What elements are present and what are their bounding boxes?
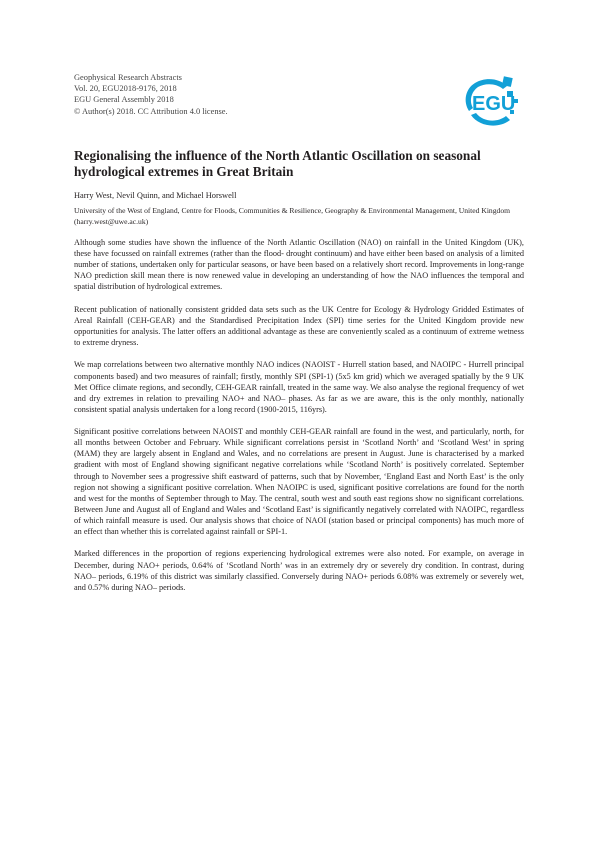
journal-name: Geophysical Research Abstracts	[74, 73, 182, 82]
paragraph: Although some studies have shown the influence of the North Atlantic Oscillation (NAO) on rainfall in the United Kingdom (UK), these have focussed on rainfall extremes (rather than the flood- drought continuum) and have either been based on analysis of a limited number of stations, undertaken only for particular seasons, or have been based on a relatively short record. Improvements in long-range NAO prediction skill mean there is now renewed value in developing an understanding of how the NAO influences the temporal and spatial distribution of hydrological extremes.	[74, 238, 524, 292]
affiliation: University of the West of England, Centre for Floods, Communities & Resilience, Geography & Environmental Management, United Kingdom (harry.west@uwe.ac.uk)	[74, 206, 511, 226]
paragraph: Marked differences in the proportion of regions experiencing hydrological extremes were also noted. For example, on average in December, during NAO+ periods, 0.64% of ‘Scotland North’ was in an extremely dry or severely dry condition. In contrast, during NAO– periods, 6.19% of this district was similarly classified. Conversely during NAO+ periods 6.08% was extremely or severely wet, and 0.57% during NAO– periods.	[74, 549, 524, 592]
paragraph: We map correlations between two alternative monthly NAO indices (NAOIST - Hurrell station based, and NAOIPC - Hurrell principal components based) and two measures of rainfall; firstly, monthly SPI (SPI-1) (5x5 km grid) which we averaged spatially by the 9 UK Met Office climate regions, and secondly, CEH-GEAR rainfall, treated in the same way. We also analyse the regional frequency of wet and dry extremes in relation to prevailing NAO+ and NAO– phases. As far as we are aware, this is the only monthly, nationally consistent spatial analysis undertaken for a long record (1900-2015, 116yrs).	[74, 360, 524, 414]
abstract-body	[74, 237, 524, 604]
license-notice: © Author(s) 2018. CC Attribution 4.0 license.	[74, 106, 228, 116]
paragraph: Significant positive correlations between NAOIST and monthly CEH-GEAR rainfall are found in the west, and particularly, north, for all months between October and February. While significant correlations persist in ‘Scotland North’ and ‘Scotland West’ in spring (MAM) they are largely absent in England and Wales, and no correlations are present in August. June is characterised by a marked gradient with most of England showing significant negative correlations while ‘Scotland North’ is positively correlated. September through to November sees a progressive shift eastward of patterns, such that by November, ‘England East and North East’ is the only region not showing a significant positive correlation. When NAOIPC is used, significant positive correlations are found for the north and west for the months of September through to May. The central, south west and south east regions show no significant correlations. Between June and August all of England and Wales and ‘Scotland East’ is significantly negatively correlated with NAOIPC, regardless of which rainfall measure is used. Our analysis shows that choice of NAOI (station based or principal components) has much more of an effect than whether this is correlated against rainfall or SPI-1.	[74, 427, 524, 537]
abstract-header	[74, 72, 434, 117]
assembly-name: EGU General Assembly 2018	[74, 95, 174, 105]
authors: Harry West, Nevil Quinn, and Michael Horswell	[74, 191, 237, 200]
logo-text: EGU	[472, 93, 516, 115]
egu-logo-icon	[459, 75, 525, 129]
abstract-title: Regionalising the influence of the North Atlantic Oscillation on seasonal hydrological extremes in Great Britain	[74, 148, 481, 180]
volume-info: Vol. 20, EGU2018-9176, 2018	[74, 84, 177, 94]
paragraph: Recent publication of nationally consistent gridded data sets such as the UK Centre for Ecology & Hydrology Gridded Estimates of Areal Rainfall (CEH-GEAR) and the Standardised Precipitation Index (SPI) time series for the United Kingdom provide new opportunities for analysis. The latter offers an additional advantage as these are conveniently scaled as a continuum of extreme wetness to extreme dryness.	[74, 304, 524, 348]
